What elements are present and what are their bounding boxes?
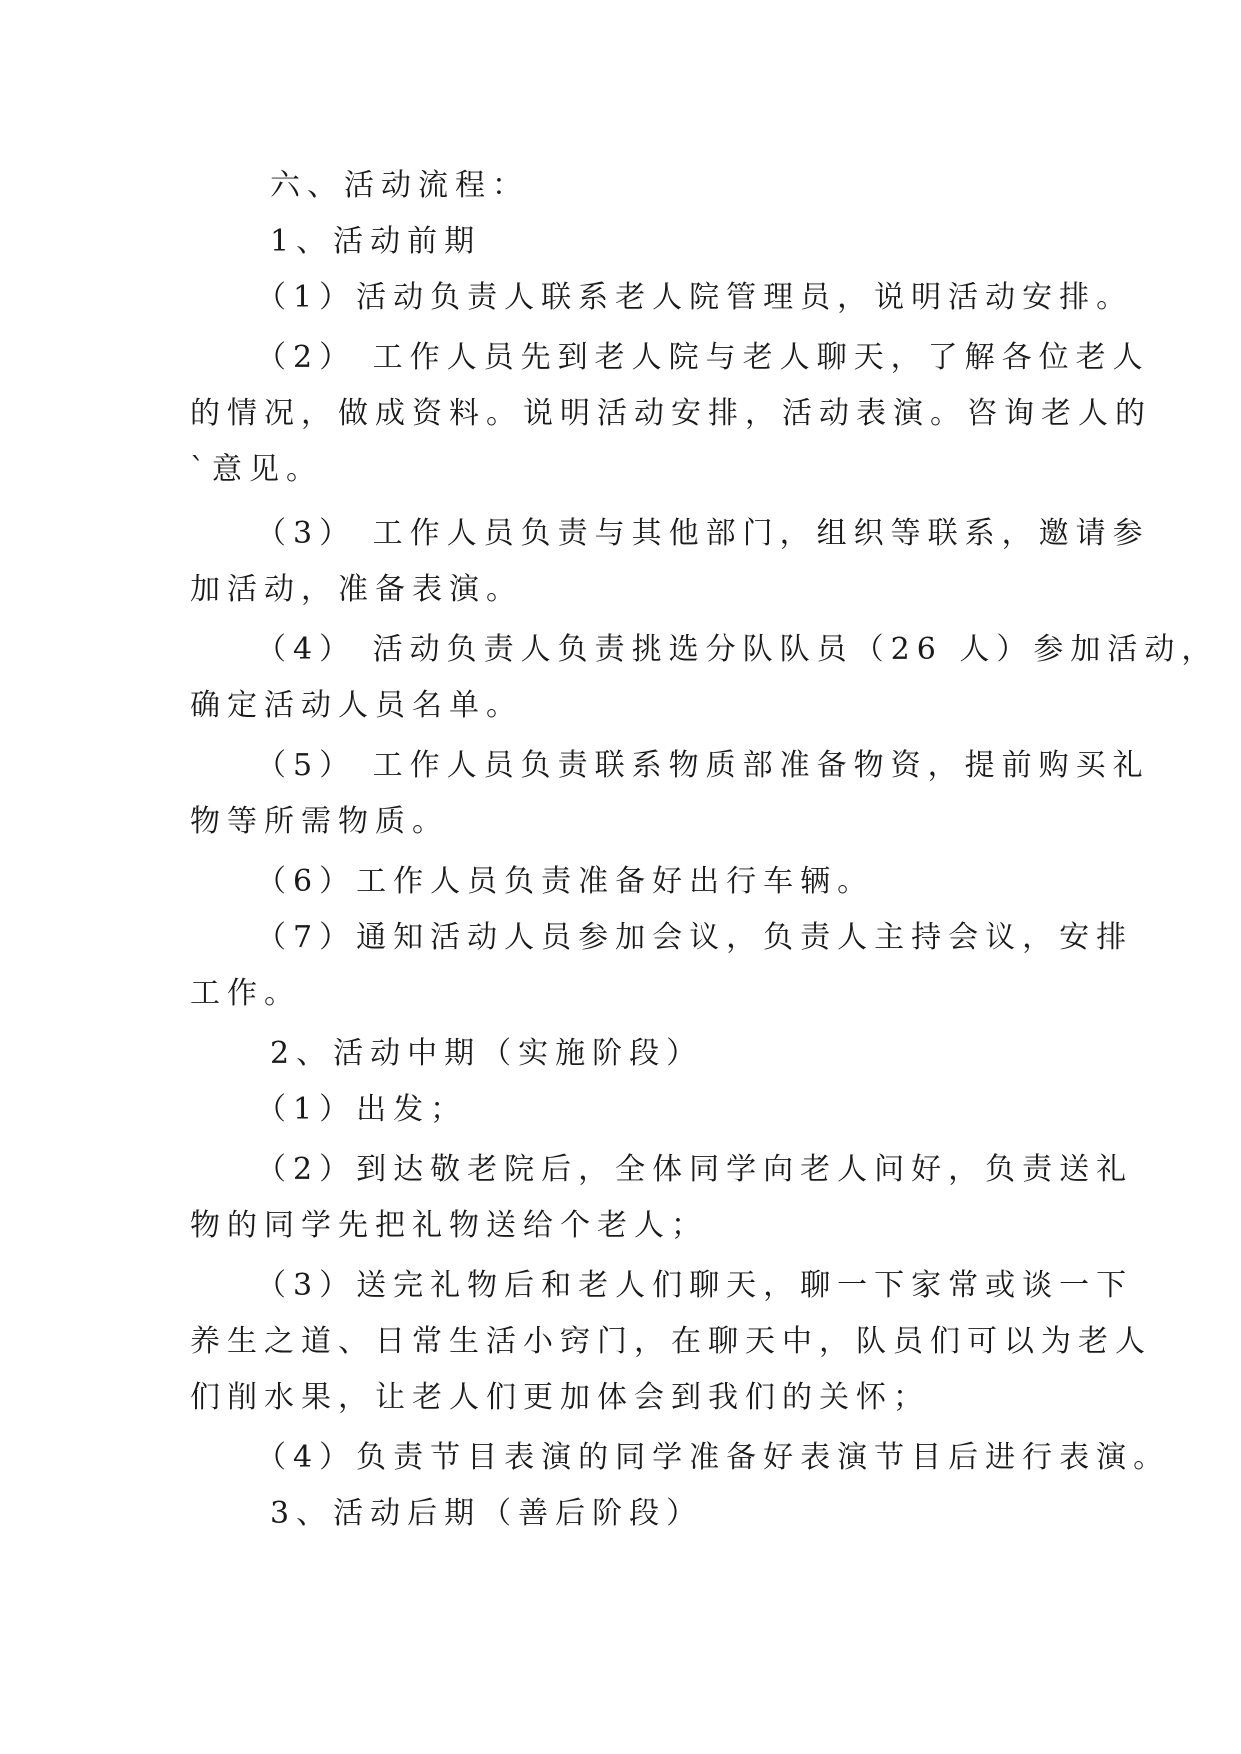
paragraph-line: 加活动，准备表演。 [190,572,523,607]
subsection-heading: 3、活动后期（善后阶段） [270,1496,704,1531]
paragraph-line: 工作。 [190,976,301,1011]
paragraph-line: （4） 活动负责人负责挑选分队队员（26 人）参加活动， [256,632,1219,667]
paragraph-line: （3）送完礼物后和老人们聊天，聊一下家常或谈一下 [256,1268,1134,1303]
paragraph-line: 们削水果，让老人们更加体会到我们的关怀； [190,1380,930,1415]
paragraph-line: 确定活动人员名单。 [190,688,523,723]
paragraph-line: （6）工作人员负责准备好出行车辆。 [256,864,875,899]
paragraph-line: `意见。 [190,452,323,487]
paragraph-line: （4）负责节目表演的同学准备好表演节目后进行表演。 [256,1440,1171,1475]
paragraph-line: （2）到达敬老院后，全体同学向老人问好，负责送礼 [256,1152,1134,1187]
paragraph-line: （3） 工作人员负责与其他部门，组织等联系，邀请参 [256,516,1150,551]
paragraph-line: （2） 工作人员先到老人院与老人聊天，了解各位老人 [256,340,1150,375]
subsection-heading: 1、活动前期 [270,224,482,259]
section-heading: 六、活动流程： [270,168,529,203]
paragraph-line: 物的同学先把礼物送给个老人； [190,1208,708,1243]
paragraph-line: （1）活动负责人联系老人院管理员，说明活动安排。 [256,280,1134,315]
paragraph-line: 养生之道、日常生活小窍门，在聊天中，队员们可以为老人 [190,1324,1152,1359]
subsection-heading: 2、活动中期（实施阶段） [270,1036,704,1071]
paragraph-line: 的情况，做成资料。说明活动安排，活动表演。咨询老人的 [190,396,1152,431]
paragraph-line: （5） 工作人员负责联系物质部准备物资，提前购买礼 [256,748,1150,783]
paragraph-line: （1）出发； [256,1092,468,1127]
paragraph-line: （7）通知活动人员参加会议，负责人主持会议，安排 [256,920,1134,955]
paragraph-line: 物等所需物质。 [190,804,449,839]
